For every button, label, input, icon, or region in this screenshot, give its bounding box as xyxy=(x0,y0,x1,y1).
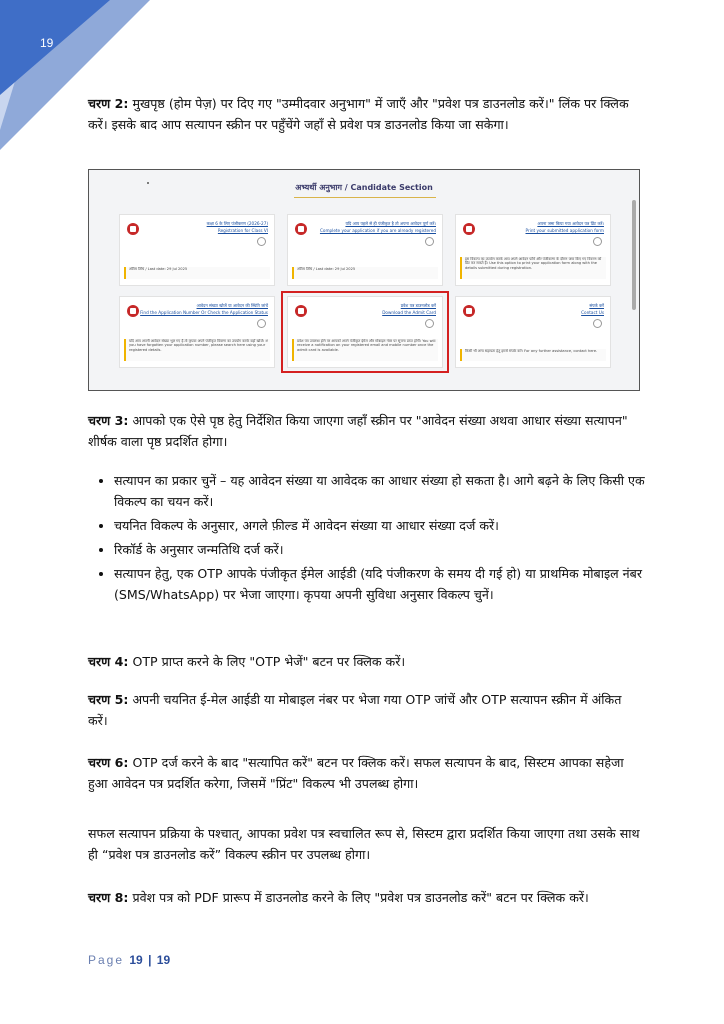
note-paragraph: सफल सत्यापन प्रक्रिया के पश्चात्, आपका प्रवेश पत्र स्वचालित रूप से, सिस्टम द्वारा प्रदर्शित किया जाएगा तथा उसके साथ ही “प्रवेश पत्र डाउनलोड करें” विकल्प स्क्रीन पर उपलब्ध होगा। xyxy=(88,826,640,862)
form-icon xyxy=(127,223,139,235)
screenshot-title: अभ्यर्थी अनुभाग / Candidate Section xyxy=(295,183,433,192)
contact-icon xyxy=(463,305,475,317)
card-contact-us: संपर्क करें Contact Us किसी भी अन्य सहायता हेतु हमसे संपर्क करें। For any further assistance, contact here. xyxy=(455,296,611,368)
step-8-paragraph xyxy=(88,887,640,908)
card-print-application: अपना जमा किया गया आवेदन पत्र प्रिंट करें। Print your submitted application form इस विकल्प का उपयोग करके आप अपने आवेदन फॉर्म और पंजीकरण के दौरान जमा किए गए विवरण को प्रिंट कर सकते हैं। Use this option to print your application form along with the details submitted during registration. xyxy=(455,214,611,286)
card-find-application: आवेदन संख्या खोजें या आवेदन की स्थिति जांचें Find the Application Number Or Check the Application Status यदि आप अपनी आवेदन संख्या भूल गए हैं तो कृपया अपने पंजीकृत विवरण का उपयोग करके यहाँ खोजें। If you have forgotten your application number, please search here using your registered details. xyxy=(119,296,275,368)
step-3-paragraph xyxy=(88,410,640,452)
footer-current-page: 19 xyxy=(129,953,143,967)
step-2-text: मुखपृष्ठ (होम पेज़) पर दिए गए "उम्मीदवार अनुभाग" में जाएँ और "प्रवेश पत्र डाउनलोड करें।" लिंक पर क्लिक करें। इसके बाद आप सत्यापन स्क्रीन पर पहुँचेंगे जहाँ से प्रवेश पत्र डाउनलोड किया जा सकेगा। xyxy=(88,96,629,132)
bullet-item: • सत्यापन हेतु, एक OTP आपके पंजीकृत ईमेल आईडी (यदि पंजीकरण के समय दी गई हो) या प्राथमिक मोबाइल नंबर (SMS/WhatsApp) पर भेजा जाएगा। कृपया अपनी सुविधा अनुसार विकल्प चुनें। xyxy=(114,563,662,605)
step-5-text: अपनी चयनित ई-मेल आईडी या मोबाइल नंबर पर भेजा गया OTP जांचें और OTP सत्यापन स्क्रीन में अंकित करें। xyxy=(88,692,622,728)
step-6-text: OTP दर्ज करने के बाद "सत्यापित करें" बटन पर क्लिक करें। सफल सत्यापन के बाद, सिस्टम आपका सहेजा हुआ आवेदन पत्र प्रदर्शित करेगा, जिसमें "प्रिंट" विकल्प भी उपलब्ध होगा। xyxy=(88,755,624,791)
step-2-paragraph xyxy=(88,93,640,135)
step-4-label: चरण 4: xyxy=(88,654,129,669)
step-6-label: चरण 6: xyxy=(88,755,129,770)
bullet-item: • चयनित विकल्प के अनुसार, अगले फ़ील्ड में आवेदन संख्या या आधार संख्या दर्ज करें। xyxy=(114,515,662,536)
step-8-label: चरण 8: xyxy=(88,890,129,905)
card-complete-application: यदि आप पहले से ही पंजीकृत है तो अपना आवेदन पूर्ण करें। Complete your application if you are already registered अंतिम तिथि / Last date: 29 Jul 2025 xyxy=(287,214,443,286)
step-2-label: चरण 2: xyxy=(88,96,129,111)
arrow-icon xyxy=(257,319,266,328)
step-3-label: चरण 3: xyxy=(88,413,129,428)
print-icon xyxy=(463,223,475,235)
step-6-paragraph xyxy=(88,752,640,794)
verification-bullets xyxy=(92,470,662,608)
arrow-icon xyxy=(593,319,602,328)
footer-separator: | xyxy=(148,953,152,967)
edit-icon xyxy=(295,223,307,235)
step-3-text: आपको एक ऐसे पृष्ठ हेतु निर्देशित किया जाएगा जहाँ स्क्रीन पर "आवेदन संख्या अथवा आधार संख्या सत्यापन" शीर्षक वाला पृष्ठ प्रदर्शित होगा। xyxy=(88,413,628,449)
bullet-item: • सत्यापन का प्रकार चुनें – यह आवेदन संख्या या आवेदक का आधार संख्या हो सकता है। आगे बढ़ने के लिए किसी एक विकल्प का चयन करें। xyxy=(114,470,662,512)
card-registration: कक्षा 6 के लिए पंजीकरण (2026-27) Registration for Class VI अंतिम तिथि / Last date: 29 Jul 2025 xyxy=(119,214,275,286)
step-4-text: OTP प्राप्त करने के लिए "OTP भेजें" बटन पर क्लिक करें। xyxy=(128,654,406,669)
step-5-paragraph xyxy=(88,689,640,731)
screenshot-scrollbar xyxy=(632,200,636,310)
arrow-icon xyxy=(425,237,434,246)
arrow-icon xyxy=(593,237,602,246)
header-page-number: 19 xyxy=(40,36,54,50)
card-download-admit-card: प्रवेश पत्र डाउनलोड करें Download the Admit Card प्रवेश पत्र उपलब्ध होने पर आपको अपने पंजीकृत ईमेल और मोबाइल नंबर पर सूचना प्राप्त होगी। You will receive a notification on your registered email and mobile number once the admit card is available. xyxy=(287,296,443,368)
arrow-icon xyxy=(257,237,266,246)
page-footer xyxy=(88,953,170,967)
step-8-text: प्रवेश पत्र को PDF प्रारूप में डाउनलोड करने के लिए "प्रवेश पत्र डाउनलोड करें" बटन पर क्लिक करें। xyxy=(128,890,589,905)
search-icon xyxy=(127,305,139,317)
footer-total-pages: 19 xyxy=(156,953,171,967)
candidate-section-screenshot xyxy=(88,169,640,391)
footer-page-label: Page xyxy=(88,953,125,967)
step-5-label: चरण 5: xyxy=(88,692,129,707)
bullet-item: • रिकॉर्ड के अनुसार जन्मतिथि दर्ज करें। xyxy=(114,539,662,560)
admit-card-highlight xyxy=(281,291,449,373)
step-4-paragraph xyxy=(88,651,640,672)
